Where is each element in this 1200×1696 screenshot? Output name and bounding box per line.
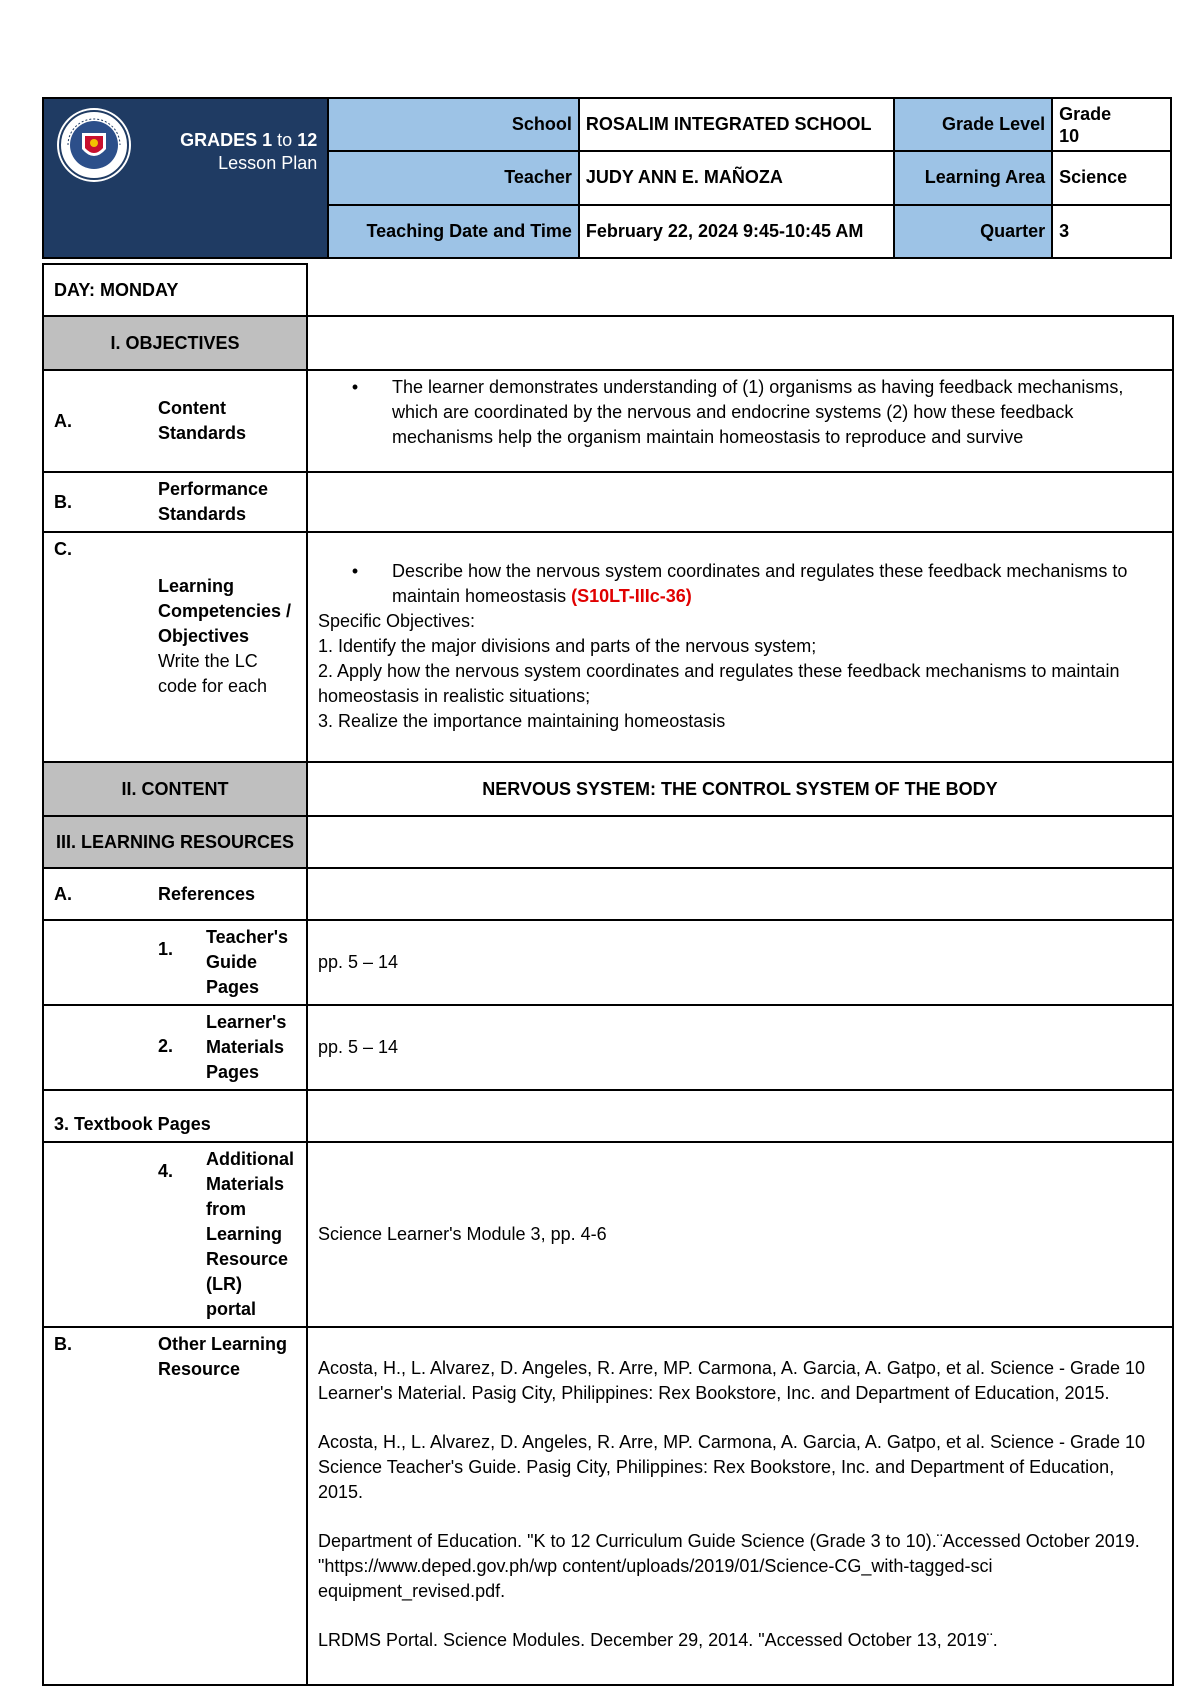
other-resources-label: Other Learning Resource (158, 1334, 288, 1379)
textbook-pages-label: 3. Textbook Pages (43, 1090, 307, 1142)
references-label-cell (43, 868, 307, 920)
quarter-value: 3 (1052, 205, 1171, 258)
date-value: February 22, 2024 9:45-10:45 AM (579, 205, 894, 258)
school-label: School (328, 98, 579, 151)
day-empty-cell (307, 264, 1173, 316)
brand-title: GRADES 1 (180, 130, 273, 150)
references-label: References (158, 883, 256, 904)
reference-item: LRDMS Portal. Science Modules. December 29, 2014. "Accessed October 13, 2019¨. (318, 1630, 998, 1650)
brand-title-num: 12 (297, 130, 318, 150)
learners-materials-label-cell (43, 1005, 307, 1090)
learners-materials-label: Learner's Materials Pages (206, 1012, 287, 1082)
quarter-label: Quarter (894, 205, 1052, 258)
day-cell: DAY: MONDAY (43, 264, 307, 316)
additional-materials-num: 4. (158, 1161, 174, 1181)
grade-level-label: Grade Level (894, 98, 1052, 151)
teachers-guide-label: Teacher's Guide Pages (206, 927, 288, 997)
brand-panel (43, 98, 328, 258)
additional-materials-value: Science Learner's Module 3, pp. 4-6 (307, 1142, 1173, 1327)
teacher-value: JUDY ANN E. MAÑOZA (579, 151, 894, 204)
brand-text (180, 129, 317, 175)
other-resources-label-cell (43, 1327, 307, 1685)
content-standards-label: Content Standards (158, 398, 247, 443)
additional-materials-label: Additional Materials from Learning Resource (LR) portal (206, 1149, 294, 1319)
competency-text: Describe how the nervous system coordinates and regulates these feedback mechanisms to maintain homeostasis (392, 561, 1128, 606)
competencies-note: Write the LC code for each (158, 651, 268, 696)
references-empty-cell (307, 868, 1173, 920)
competencies-letter: C. (54, 539, 72, 559)
content-standards-label-cell (43, 370, 307, 472)
bullet-icon: • (351, 377, 359, 397)
brand-subtitle: Lesson Plan (218, 153, 318, 173)
school-value: ROSALIM INTEGRATED SCHOOL (579, 98, 894, 151)
other-resources-value-cell (307, 1327, 1173, 1685)
learners-materials-value: pp. 5 – 14 (307, 1005, 1173, 1090)
learning-resources-empty-cell (307, 816, 1173, 868)
learners-materials-num: 2. (158, 1036, 174, 1056)
lesson-plan-table (42, 263, 1174, 1686)
bullet-icon: • (351, 561, 359, 581)
performance-standards-label-cell (43, 472, 307, 532)
reference-item: Acosta, H., L. Alvarez, D. Angeles, R. Arre, MP. Carmona, A. Garcia, A. Gatpo, et al. Science - Grade 10 Science Teacher's Guide. Pasig City, Philippines: Rex Bookstore, Inc. and Department of Education, 2015. (318, 1432, 1146, 1502)
learning-area-label: Learning Area (894, 151, 1052, 204)
specific-objective-3: 3. Realize the importance maintaining homeostasis (318, 711, 726, 731)
content-standards-value-cell (307, 370, 1173, 472)
grade-value-line2: 10 (1059, 125, 1080, 146)
content-value: NERVOUS SYSTEM: THE CONTROL SYSTEM OF THE BODY (307, 762, 1173, 816)
objectives-heading: I. OBJECTIVES (43, 316, 307, 370)
teachers-guide-value: pp. 5 – 14 (307, 920, 1173, 1005)
learning-area-value: Science (1052, 151, 1171, 204)
competencies-label-cell (43, 532, 307, 762)
content-heading: II. CONTENT (43, 762, 307, 816)
teachers-guide-num: 1. (158, 939, 174, 959)
references-letter: A. (54, 883, 72, 904)
additional-materials-label-cell (43, 1142, 307, 1327)
other-resources-letter: B. (54, 1334, 72, 1354)
specific-objective-2: 2. Apply how the nervous system coordinates and regulates these feedback mechanisms to maintain homeostasis in realistic situations; (318, 661, 1120, 706)
learning-resources-heading: III. LEARNING RESOURCES (43, 816, 307, 868)
header-table (42, 97, 1172, 259)
grade-value-line1: Grade (1059, 103, 1112, 124)
reference-item: Department of Education. "K to 12 Curriculum Guide Science (Grade 3 to 10).¨Accessed October 2019. "https://www.deped.gov.ph/wp content/uploads/2019/01/Science-CG_with-tagged-sci equipment_revised.pdf. (318, 1531, 1140, 1601)
teacher-label: Teacher (328, 151, 579, 204)
reference-item: Acosta, H., L. Alvarez, D. Angeles, R. Arre, MP. Carmona, A. Garcia, A. Gatpo, et al. Science - Grade 10 Learner's Material. Pasig City, Philippines: Rex Bookstore, Inc. and Department of Education, 2015. (318, 1358, 1146, 1403)
teachers-guide-label-cell (43, 920, 307, 1005)
specific-objective-1: 1. Identify the major divisions and parts of the nervous system; (318, 636, 817, 656)
brand-title-to: to (277, 130, 293, 150)
performance-standards-value-cell (307, 472, 1173, 532)
content-standards-text: The learner demonstrates understanding of (1) organisms as having feedback mechanisms, which are coordinated by the nervous and endocrine systems (2) how these feedback mechanisms help the organism maintain homeostasis to reproduce and survive (392, 377, 1124, 447)
grade-level-value (1052, 98, 1171, 151)
competencies-label: Learning Competencies / Objectives (158, 576, 292, 646)
content-standards-letter: A. (54, 411, 72, 431)
performance-standards-letter: B. (54, 492, 72, 512)
competencies-value-cell (307, 532, 1173, 762)
textbook-pages-value (307, 1090, 1173, 1142)
performance-standards-label: Performance Standards (158, 479, 269, 524)
date-label: Teaching Date and Time (328, 205, 579, 258)
deped-seal-icon (56, 107, 132, 183)
objectives-empty-cell (307, 316, 1173, 370)
competency-code: (S10LT-IIIc-36) (571, 586, 692, 606)
specific-objectives-heading: Specific Objectives: (318, 611, 476, 631)
